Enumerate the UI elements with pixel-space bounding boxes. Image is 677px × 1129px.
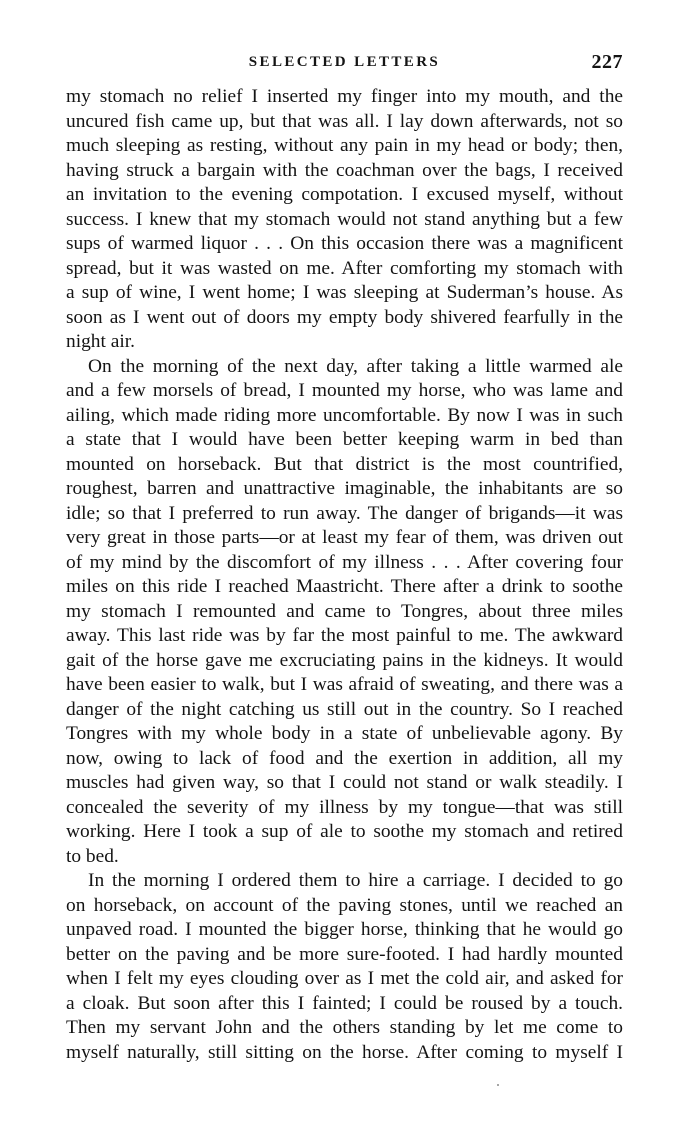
running-header xyxy=(66,50,623,74)
text-line: have been easier to walk, but I was afraid of sweating, and there was a xyxy=(66,674,623,695)
text-line: gait of the horse gave me excruciating pains in the kidneys. It would xyxy=(66,649,623,671)
text-line: success. I knew that my stomach would not stand anything but a few xyxy=(66,208,623,230)
page-number: 227 xyxy=(591,51,623,73)
text-line: away. This last ride was by far the most painful to me. The awkward xyxy=(66,625,623,646)
text-line: a sup of wine, I went home; I was sleeping at Suderman’s house. As xyxy=(66,282,623,303)
text-line: better on the paving and be more sure-footed. I had hardly mounted xyxy=(66,943,623,965)
text-line: a state that I would have been better keeping warm in bed than xyxy=(66,429,623,450)
text-line: my stomach no relief I inserted my finger into my mouth, and the xyxy=(66,86,623,107)
text-line: having struck a bargain with the coachman over the bags, I received xyxy=(66,159,623,181)
text-line: concealed the severity of my illness by my tongue—that was still xyxy=(66,796,623,818)
text-line: and a few morsels of bread, I mounted my horse, who was lame and xyxy=(66,380,623,401)
text-line: muscles had given way, so that I could not stand or walk steadily. I xyxy=(66,772,623,793)
text-line: soon as I went out of doors my empty body shivered fearfully in the xyxy=(66,306,623,328)
text-line: now, owing to lack of food and the exertion in addition, all my xyxy=(66,747,623,769)
text-line: roughest, barren and unattractive imaginable, the inhabitants are so xyxy=(66,478,623,499)
text-line: mounted on horseback. But that district is the most countrified, xyxy=(66,453,623,475)
text-line: unpaved road. I mounted the bigger horse, thinking that he would go xyxy=(66,919,623,940)
text-line: my stomach I remounted and came to Tongres, about three miles xyxy=(66,600,623,622)
text-line: when I felt my eyes clouding over as I met the cold air, and asked for xyxy=(66,968,623,989)
text-line: miles on this ride I reached Maastricht. There after a drink to soothe xyxy=(66,576,623,597)
text-line: sups of warmed liquor . . . On this occasion there was a magnificent xyxy=(66,233,623,254)
paragraph-end-line: to bed. xyxy=(66,845,119,867)
text-line: uncured fish came up, but that was all. I lay down afterwards, not so xyxy=(66,110,623,132)
text-line: an invitation to the evening compotation. I excused myself, without xyxy=(66,184,623,205)
text-line: Tongres with my whole body in a state of unbelievable agony. By xyxy=(66,723,623,744)
text-line: much sleeping as resting, without any pain in my head or body; then, xyxy=(66,135,623,156)
running-title: SELECTED LETTERS xyxy=(248,54,441,70)
paragraph-start-line: On the morning of the next day, after taking a little warmed ale xyxy=(88,355,623,377)
body-text xyxy=(66,85,623,1065)
text-line: danger of the night catching us still out in the country. So I reached xyxy=(66,698,623,720)
text-line: a cloak. But soon after this I fainted; I could be roused by a touch. xyxy=(66,992,623,1014)
paragraph-start-line: In the morning I ordered them to hire a carriage. I decided to go xyxy=(88,870,623,891)
text-line: ailing, which made riding more uncomfortable. By now I was in such xyxy=(66,404,623,426)
text-line: spread, but it was wasted on me. After comforting my stomach with xyxy=(66,257,623,279)
text-line: Then my servant John and the others standing by let me come to xyxy=(66,1017,623,1038)
text-line: very great in those parts—or at least my fear of them, was driven out xyxy=(66,527,623,548)
text-line: of my mind by the discomfort of my illness . . . After covering four xyxy=(66,551,623,573)
text-line: myself naturally, still sitting on the horse. After coming to myself I xyxy=(66,1041,623,1063)
paragraph-end-line: night air. xyxy=(66,331,135,352)
ink-speck xyxy=(497,1084,499,1086)
text-line: idle; so that I preferred to run away. The danger of brigands—it was xyxy=(66,502,623,524)
text-line: working. Here I took a sup of ale to soothe my stomach and retired xyxy=(66,821,623,842)
text-line: on horseback, on account of the paving stones, until we reached an xyxy=(66,894,623,916)
